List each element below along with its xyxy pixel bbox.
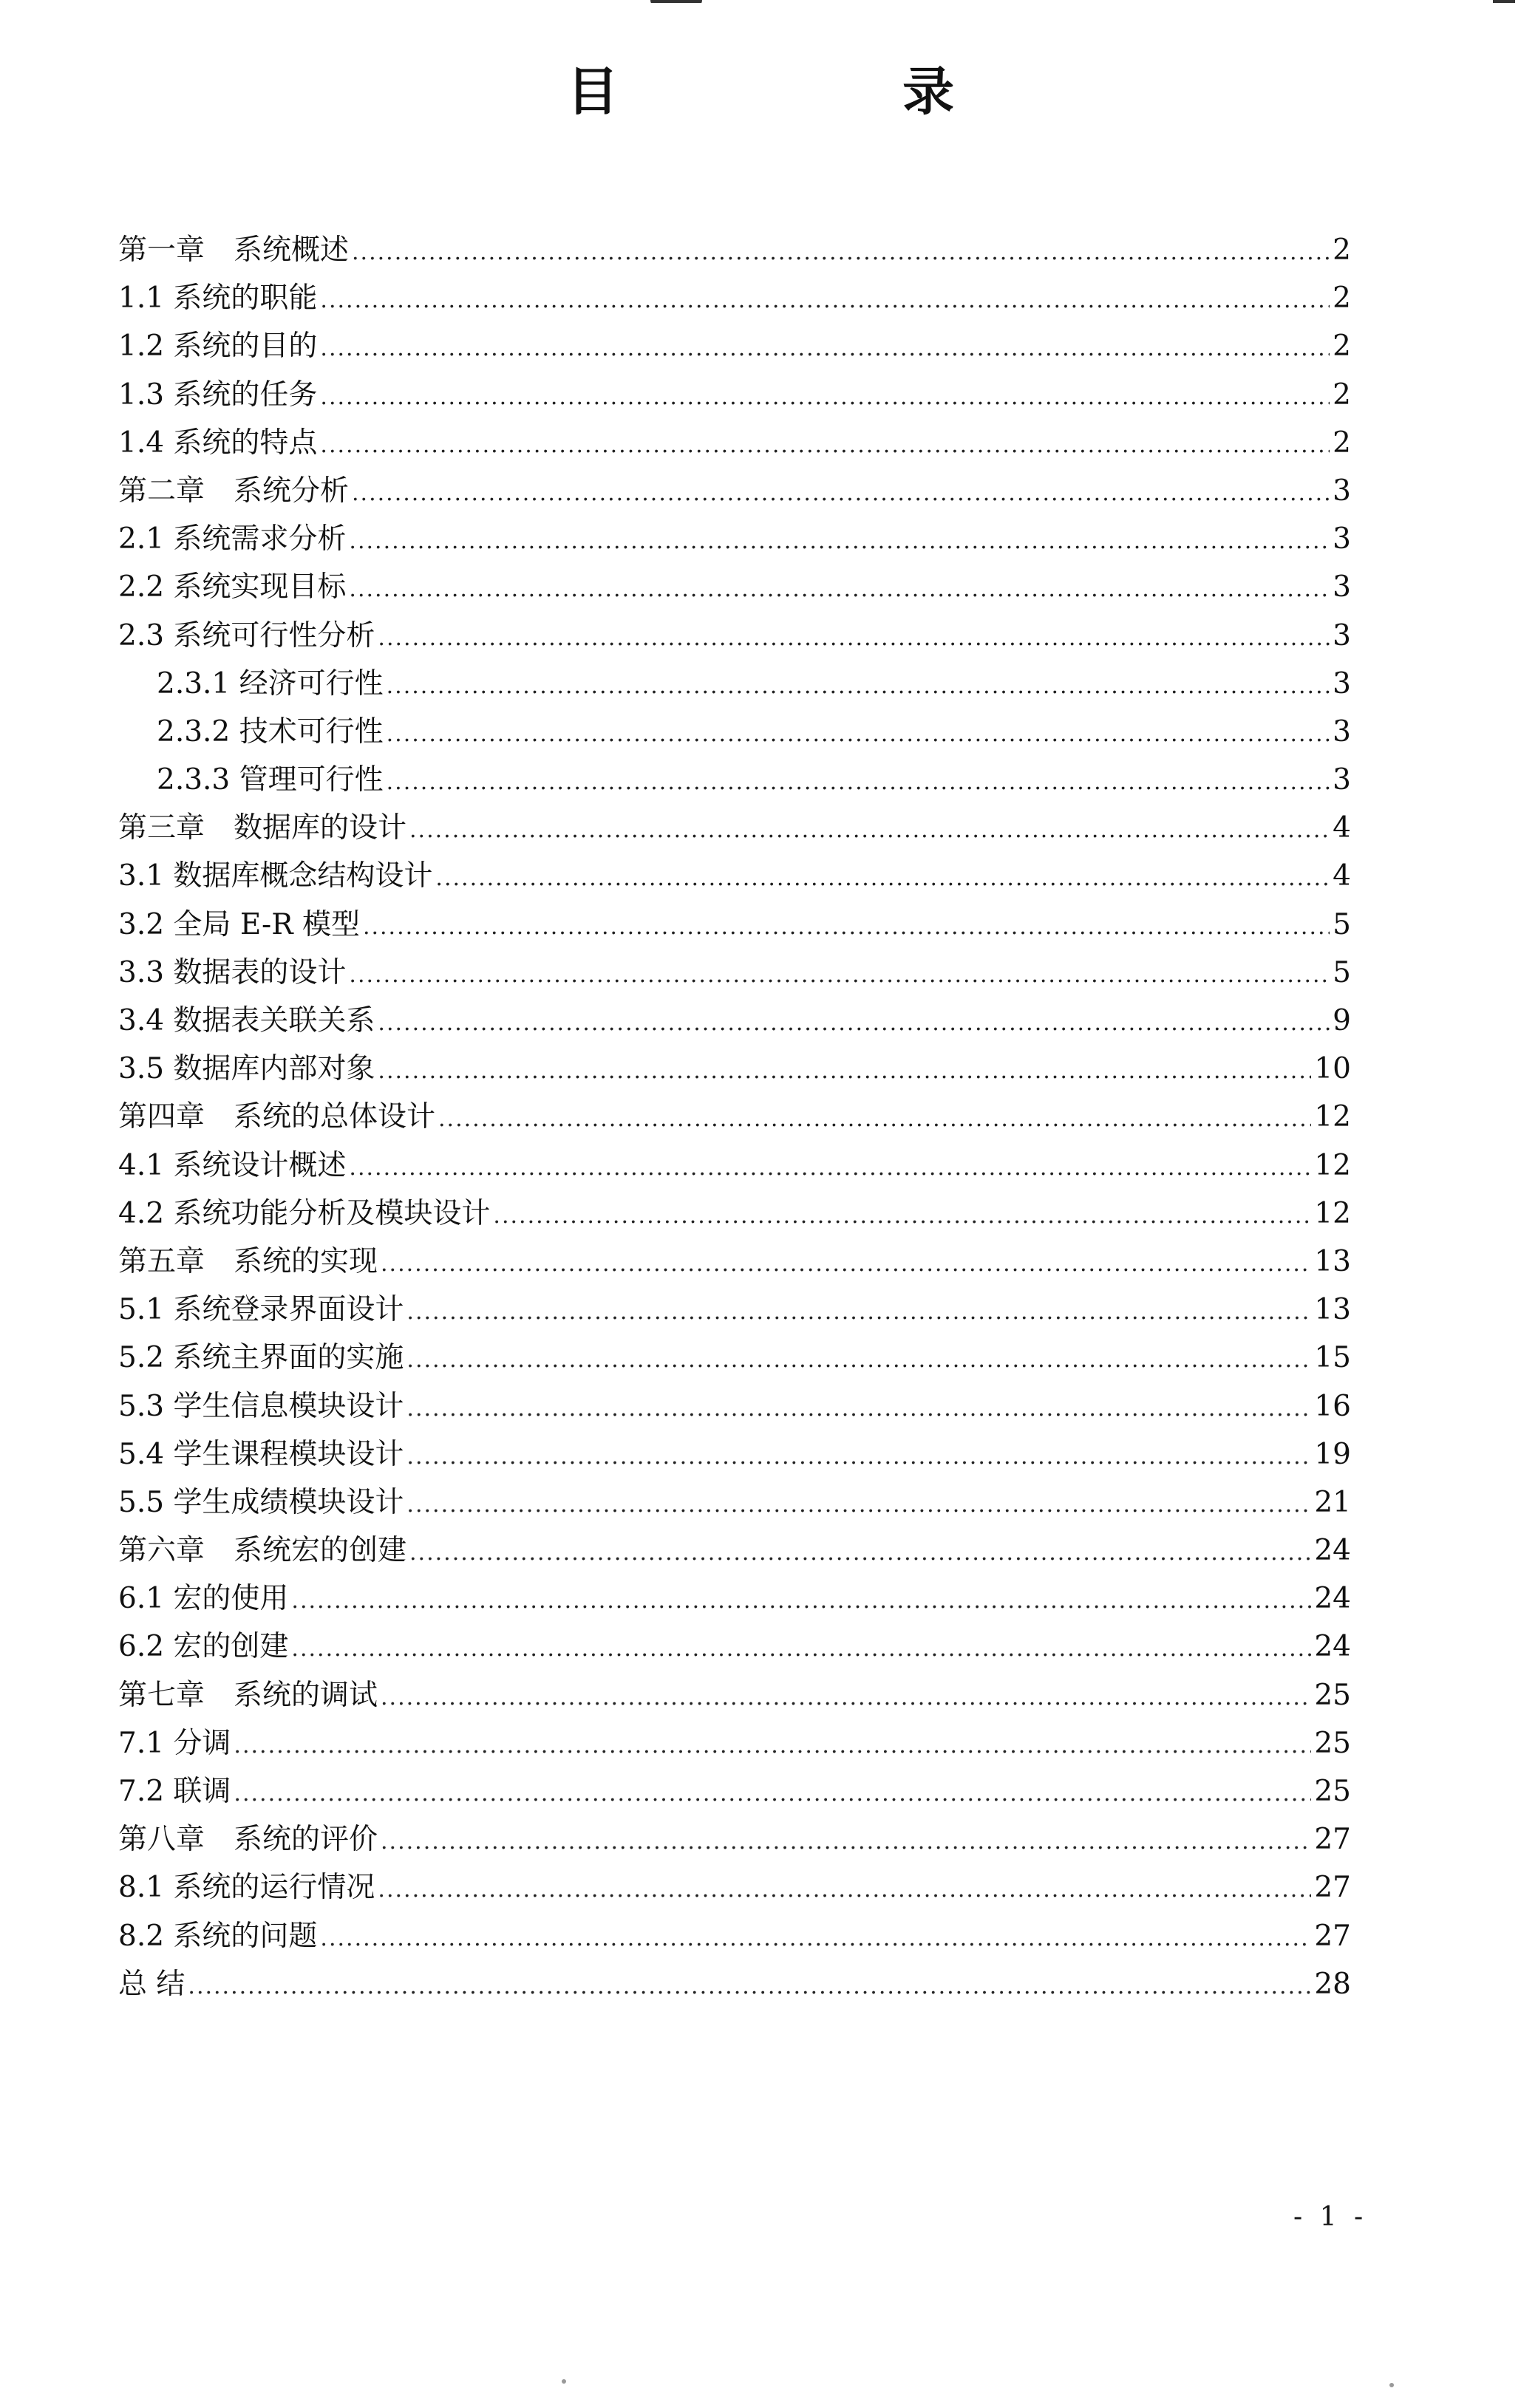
toc-entry-title: 第五章 系统的实现 <box>118 1244 378 1278</box>
toc-entry-page: 3 <box>1333 763 1351 797</box>
toc-entry[interactable] <box>118 1382 1351 1430</box>
toc-leader-dots <box>406 1336 1311 1384</box>
toc-entry-title: 2.1 系统需求分析 <box>118 522 347 556</box>
toc-entry-page: 5 <box>1333 955 1351 989</box>
toc-entry[interactable] <box>118 756 1351 804</box>
toc-entry-title: 第七章 系统的调试 <box>118 1678 378 1712</box>
toc-entry-title: 2.3.2 技术可行性 <box>157 714 384 748</box>
toc-entry-page: 3 <box>1333 570 1351 604</box>
scan-artifact <box>650 0 702 7</box>
toc-leader-dots <box>291 1577 1311 1625</box>
toc-leader-dots <box>406 1481 1311 1529</box>
toc-leader-dots <box>387 662 1330 710</box>
toc-entry-title: 2.3 系统可行性分析 <box>118 618 375 652</box>
toc-entry[interactable] <box>118 1334 1351 1382</box>
toc-entry-title: 第八章 系统的评价 <box>118 1823 378 1857</box>
toc-entry-page: 2 <box>1333 282 1351 316</box>
toc-entry-page: 12 <box>1314 1100 1351 1134</box>
toc-entry-title: 2.3.1 经济可行性 <box>157 666 384 700</box>
toc-entry[interactable] <box>118 660 1351 708</box>
toc-entry-page: 4 <box>1333 859 1351 893</box>
toc-leader-dots <box>406 1385 1311 1433</box>
toc-leader-dots <box>349 565 1330 613</box>
toc-leader-dots <box>320 276 1330 324</box>
toc-entry[interactable] <box>118 1190 1351 1238</box>
toc-entry[interactable] <box>118 1623 1351 1671</box>
scan-speck <box>562 2379 566 2384</box>
toc-entry-page: 25 <box>1314 1678 1351 1712</box>
toc-leader-dots <box>291 1625 1311 1673</box>
toc-entry[interactable] <box>118 1719 1351 1767</box>
toc-entry[interactable] <box>118 612 1351 660</box>
toc-entry-page: 2 <box>1333 330 1351 364</box>
toc-leader-dots <box>435 854 1330 902</box>
scan-speck <box>1389 2383 1394 2387</box>
toc-entry-title: 第三章 数据库的设计 <box>118 811 407 845</box>
toc-entry[interactable] <box>118 1093 1351 1141</box>
toc-leader-dots <box>387 758 1330 806</box>
toc-entry-title: 6.2 宏的创建 <box>118 1630 289 1664</box>
toc-leader-dots <box>349 1144 1311 1192</box>
toc-leader-dots <box>234 1770 1311 1818</box>
toc-leader-dots <box>378 614 1330 662</box>
toc-entry-page: 15 <box>1314 1341 1351 1375</box>
toc-leader-dots <box>234 1722 1311 1770</box>
toc-entry-title: 1.1 系统的职能 <box>118 282 318 316</box>
toc-leader-dots <box>349 951 1330 999</box>
toc-leader-dots <box>320 324 1330 372</box>
toc-entry[interactable] <box>118 949 1351 997</box>
toc-entry[interactable] <box>118 1286 1351 1334</box>
toc-entry[interactable] <box>118 1863 1351 1911</box>
toc-entry-title: 第一章 系统概述 <box>118 233 350 267</box>
toc-entry-title: 4.1 系统设计概述 <box>118 1148 347 1182</box>
toc-entry[interactable] <box>118 1238 1351 1286</box>
toc-entry-title: 5.5 学生成绩模块设计 <box>118 1485 404 1519</box>
toc-leader-dots <box>188 1962 1311 2010</box>
toc-entry[interactable] <box>118 1960 1351 2008</box>
toc-entry[interactable] <box>118 997 1351 1045</box>
toc-entry-page: 25 <box>1314 1726 1351 1760</box>
toc-entry[interactable] <box>118 1575 1351 1623</box>
toc-entry-page: 24 <box>1314 1630 1351 1664</box>
toc-entry-title: 4.2 系统功能分析及模块设计 <box>118 1196 491 1230</box>
toc-leader-dots <box>363 903 1330 951</box>
toc-entry-page: 28 <box>1314 1967 1351 2001</box>
toc-leader-dots <box>320 421 1330 469</box>
toc-leader-dots <box>352 228 1330 276</box>
toc-leader-dots <box>378 1866 1311 1914</box>
toc-entry[interactable] <box>118 371 1351 419</box>
toc-leader-dots <box>320 1914 1311 1962</box>
toc-entry[interactable] <box>118 322 1351 370</box>
toc-entry-title: 6.1 宏的使用 <box>118 1582 289 1616</box>
toc-entry-title: 2.2 系统实现目标 <box>118 570 347 604</box>
page-title: 目 录 <box>566 61 1088 122</box>
toc-leader-dots <box>406 1288 1311 1336</box>
toc-entry-page: 21 <box>1314 1485 1351 1519</box>
toc-leader-dots <box>381 1818 1311 1866</box>
toc-entry-title: 第六章 系统宏的创建 <box>118 1534 407 1568</box>
toc-entry-title: 2.3.3 管理可行性 <box>157 763 384 797</box>
toc-entry-page: 3 <box>1333 522 1351 556</box>
toc-leader-dots <box>406 1433 1311 1481</box>
toc-entry-page: 16 <box>1314 1389 1351 1423</box>
toc-entry-title: 7.2 联调 <box>118 1775 231 1808</box>
toc-entry-page: 12 <box>1314 1148 1351 1182</box>
toc-entry-page: 24 <box>1314 1534 1351 1568</box>
toc-entry[interactable] <box>118 1142 1351 1190</box>
toc-entry[interactable] <box>118 901 1351 949</box>
toc-leader-dots <box>349 517 1330 565</box>
toc-entry-page: 13 <box>1314 1293 1351 1327</box>
toc-entry-title: 5.4 学生课程模块设计 <box>118 1437 404 1471</box>
toc-leader-dots <box>381 1240 1311 1288</box>
table-of-contents <box>118 226 1351 2008</box>
toc-leader-dots <box>409 806 1330 854</box>
toc-entry-title: 总 结 <box>118 1967 186 2001</box>
toc-entry-page: 9 <box>1333 1004 1351 1037</box>
toc-entry-title: 3.2 全局 E-R 模型 <box>118 907 360 941</box>
toc-entry-page: 19 <box>1314 1437 1351 1471</box>
toc-entry[interactable] <box>118 1671 1351 1719</box>
toc-entry-page: 27 <box>1314 1823 1351 1857</box>
toc-entry[interactable] <box>118 1478 1351 1527</box>
toc-entry[interactable] <box>118 1912 1351 1960</box>
toc-entry-page: 27 <box>1314 1871 1351 1905</box>
toc-entry-title: 3.1 数据库概念结构设计 <box>118 859 433 893</box>
toc-entry-title: 1.3 系统的任务 <box>118 378 318 412</box>
toc-leader-dots <box>438 1095 1311 1143</box>
toc-entry[interactable] <box>118 563 1351 611</box>
toc-entry-page: 13 <box>1314 1244 1351 1278</box>
toc-leader-dots <box>320 373 1330 421</box>
scan-artifact <box>1493 0 1515 7</box>
toc-entry-page: 25 <box>1314 1775 1351 1808</box>
toc-entry-page: 2 <box>1333 233 1351 267</box>
toc-entry-page: 27 <box>1314 1919 1351 1953</box>
toc-leader-dots <box>378 1047 1311 1095</box>
toc-entry-title: 5.3 学生信息模块设计 <box>118 1389 404 1423</box>
toc-entry-title: 5.1 系统登录界面设计 <box>118 1293 404 1327</box>
toc-entry[interactable] <box>118 1767 1351 1815</box>
toc-entry-page: 3 <box>1333 666 1351 700</box>
toc-entry[interactable] <box>118 226 1351 274</box>
toc-entry-title: 第四章 系统的总体设计 <box>118 1100 436 1134</box>
toc-entry-title: 7.1 分调 <box>118 1726 231 1760</box>
toc-leader-dots <box>409 1529 1311 1577</box>
toc-entry[interactable] <box>118 274 1351 322</box>
toc-entry-page: 12 <box>1314 1196 1351 1230</box>
toc-entry[interactable] <box>118 515 1351 563</box>
toc-entry[interactable] <box>118 804 1351 852</box>
toc-entry-title: 3.5 数据库内部对象 <box>118 1052 375 1086</box>
toc-leader-dots <box>387 710 1330 758</box>
toc-entry-title: 3.3 数据表的设计 <box>118 955 347 989</box>
toc-entry-title: 1.2 系统的目的 <box>118 330 318 364</box>
toc-entry[interactable] <box>118 1527 1351 1575</box>
toc-entry[interactable] <box>118 1815 1351 1863</box>
toc-entry-page: 3 <box>1333 714 1351 748</box>
toc-entry[interactable] <box>118 1045 1351 1093</box>
toc-leader-dots <box>378 999 1330 1047</box>
toc-entry-title: 1.4 系统的特点 <box>118 426 318 460</box>
toc-entry-page: 3 <box>1333 618 1351 652</box>
toc-entry-page: 10 <box>1314 1052 1351 1086</box>
toc-entry[interactable] <box>118 467 1351 515</box>
toc-entry-page: 5 <box>1333 907 1351 941</box>
toc-entry-title: 3.4 数据表关联关系 <box>118 1004 375 1037</box>
toc-entry-title: 8.1 系统的运行情况 <box>118 1871 375 1905</box>
toc-entry-page: 24 <box>1314 1582 1351 1616</box>
toc-leader-dots <box>493 1192 1311 1240</box>
toc-entry-page: 2 <box>1333 378 1351 412</box>
toc-entry-title: 8.2 系统的问题 <box>118 1919 318 1953</box>
page-number: - 1 - <box>1293 2202 1368 2232</box>
toc-entry-title: 5.2 系统主界面的实施 <box>118 1341 404 1375</box>
toc-entry-page: 2 <box>1333 426 1351 460</box>
toc-entry[interactable] <box>118 419 1351 467</box>
toc-leader-dots <box>381 1674 1311 1722</box>
toc-entry-title: 第二章 系统分析 <box>118 474 350 508</box>
toc-entry[interactable] <box>118 852 1351 900</box>
toc-entry-page: 4 <box>1333 811 1351 845</box>
toc-leader-dots <box>352 469 1330 517</box>
toc-entry-page: 3 <box>1333 474 1351 508</box>
toc-entry[interactable] <box>118 708 1351 756</box>
toc-entry[interactable] <box>118 1430 1351 1478</box>
